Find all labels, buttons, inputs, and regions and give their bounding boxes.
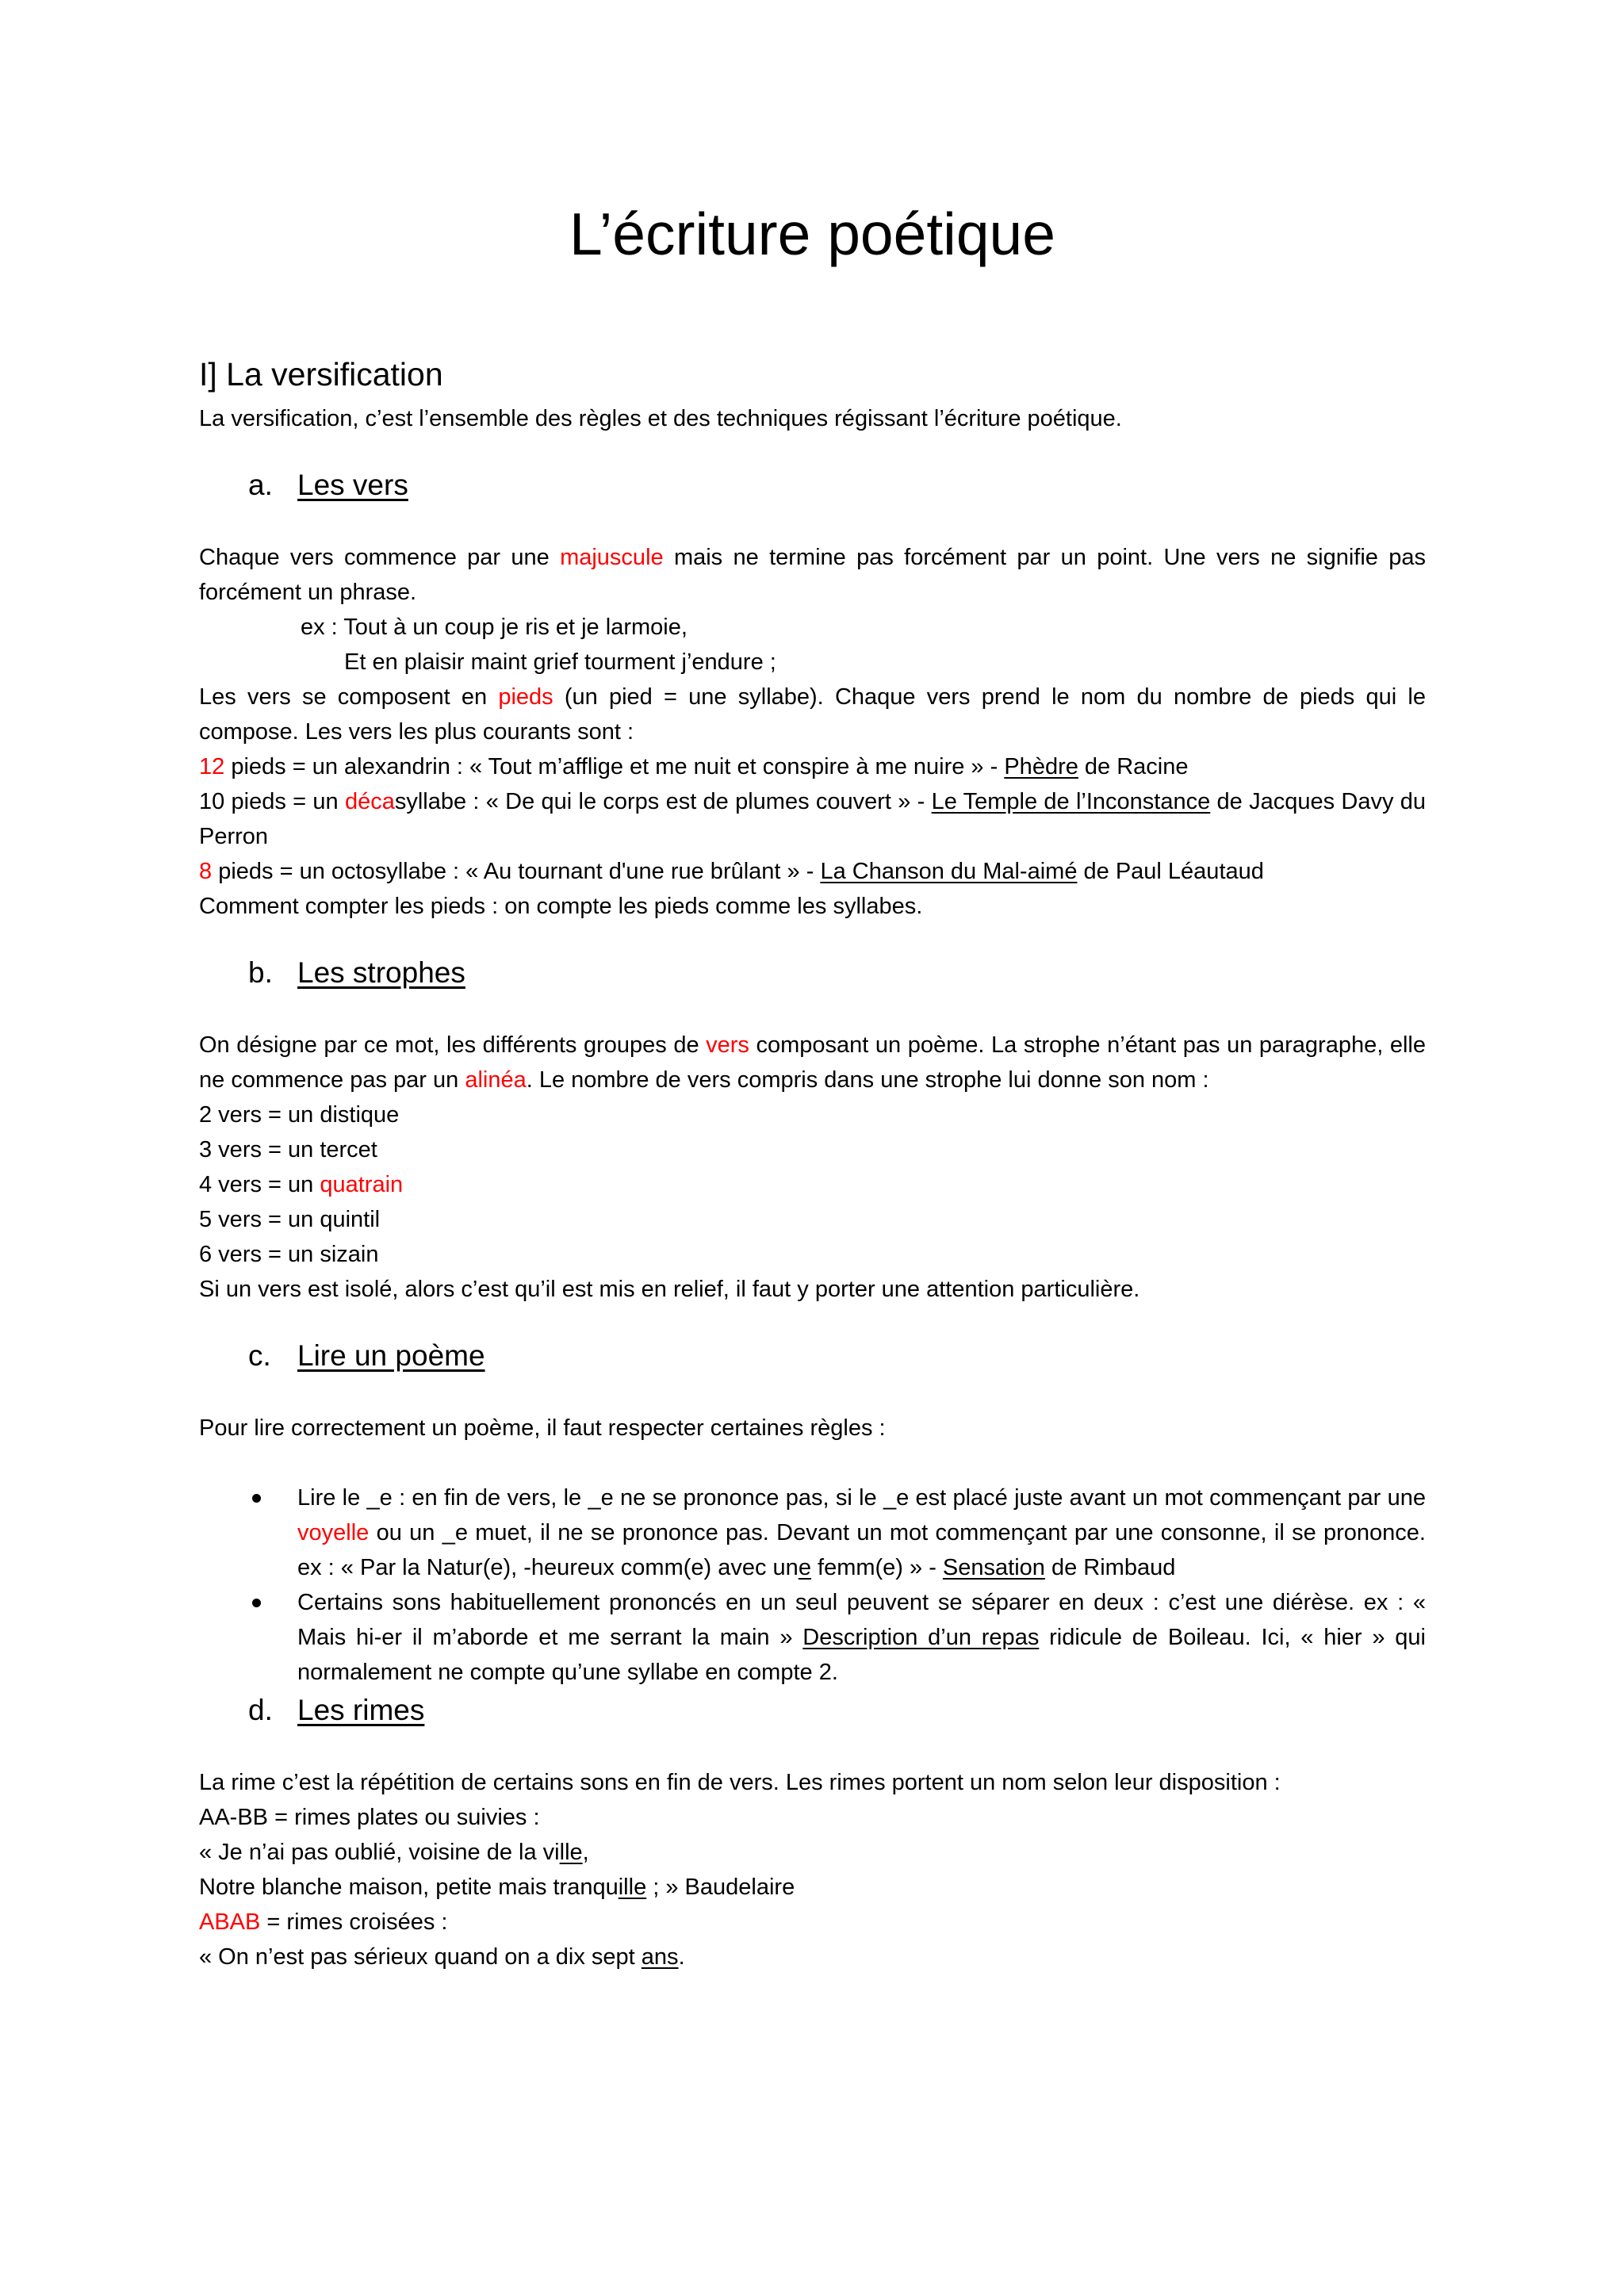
red-text-run: 8 [199, 858, 213, 884]
red-text-run: voyelle [297, 1519, 370, 1545]
red-text-run: ABAB [199, 1909, 261, 1935]
section-heading [199, 354, 1426, 396]
text-run: 4 vers = un [199, 1171, 320, 1197]
text-run: syllabe : « De qui le corps est de plumes couvert » - [394, 788, 932, 814]
text-run: de Jacques Davy du Perron [199, 788, 1427, 849]
paragraph [199, 1237, 1426, 1272]
text-run: Chaque vers commence par une [199, 544, 561, 570]
text-run: ; » Baudelaire [646, 1874, 795, 1900]
text-run: mais ne termine pas forcément par un point. Une vers ne signifie pas forcément un phrase. [199, 544, 1426, 605]
heading-label: Les vers [297, 468, 408, 501]
paragraph [199, 1202, 1426, 1237]
paragraph [199, 540, 1426, 610]
underlined-text-run: Phèdre [1004, 753, 1078, 779]
paragraph [199, 645, 1426, 680]
paragraph [199, 1905, 1426, 1940]
heading-letter: a. [248, 468, 273, 501]
paragraph [199, 1940, 1426, 1974]
list-item [199, 1480, 1426, 1585]
bullet-icon [252, 1494, 261, 1503]
text-run: femm(e) » - [810, 1554, 943, 1580]
document-title [199, 200, 1426, 268]
text-run: Et en plaisir maint grief tourment j’endure ; [344, 649, 776, 675]
text-run: Lire le _e : en fin de vers, le _e ne se prononce pas, si le _e est placé juste avant un mot commençant par une [297, 1484, 1426, 1511]
paragraph [199, 784, 1426, 854]
underlined-text-run: ille [618, 1874, 647, 1900]
heading-letter: c. [248, 1338, 271, 1372]
text-run: Si un vers est isolé, alors c’est qu’il est mis en relief, il faut y porter une attention particulière. [199, 1276, 1140, 1302]
underlined-text-run: ans [641, 1944, 679, 1970]
paragraph [199, 401, 1426, 436]
underlined-text-run: Sensation [942, 1554, 1045, 1580]
text-run: AA-BB = rimes plates ou suivies : [199, 1804, 540, 1830]
list-item [199, 1585, 1426, 1690]
text-run: ex : Tout à un coup je ris et je larmoie, [301, 614, 688, 640]
text-run: Certains sons habituellement prononcés en un seul peuvent se séparer en deux : c’est une diérèse. ex : « Mais hi-er il m’aborde et me serrant la main » [297, 1589, 1426, 1650]
paragraph [199, 1411, 1426, 1446]
text-run: L’écriture poétique [569, 201, 1055, 267]
paragraph [199, 1765, 1426, 1800]
text-run: , [582, 1839, 589, 1865]
paragraph [199, 1028, 1426, 1097]
subsection-heading [199, 1691, 1426, 1729]
subsection-heading [199, 466, 1426, 504]
underlined-text-run: e [798, 1554, 811, 1580]
paragraph [199, 1132, 1426, 1167]
paragraph [199, 610, 1426, 645]
text-run: (un pied = une syllabe). Chaque vers prend le nom du nombre de pieds qui le compose. Les vers les plus courants sont : [199, 684, 1426, 745]
text-run: ridicule de Boileau. Ici, « hier » qui normalement ne compte qu’une syllabe en compte 2. [297, 1624, 1427, 1685]
heading-letter: b. [248, 956, 273, 989]
text-run: 2 vers = un distique [199, 1101, 400, 1128]
paragraph [199, 1870, 1426, 1905]
text-run: 5 vers = un quintil [199, 1206, 381, 1232]
red-text-run: 12 [199, 753, 225, 779]
text-run: « Je n’ai pas oublié, voisine de la vi [199, 1839, 560, 1865]
text-run: composant un poème. La strophe n’étant pas un paragraphe, elle ne commence pas par un [199, 1032, 1426, 1093]
text-run: pieds = un octosyllabe : « Au tournant d'une rue brûlant » - [212, 858, 821, 884]
paragraph [199, 749, 1426, 784]
underlined-text-run: lle [559, 1839, 583, 1865]
subsection-heading [199, 954, 1426, 992]
text-run: de Rimbaud [1044, 1554, 1176, 1580]
blank-line [199, 1446, 1426, 1480]
paragraph [199, 1097, 1426, 1132]
paragraph [199, 1167, 1426, 1202]
text-run: 6 vers = un sizain [199, 1241, 379, 1267]
text-run: I] La versification [199, 356, 443, 393]
paragraph [199, 1835, 1426, 1870]
red-text-run: majuscule [560, 544, 664, 570]
text-run: La versification, c’est l’ensemble des règles et des techniques régissant l’écriture poétique. [199, 405, 1122, 431]
text-run: pieds = un alexandrin : « Tout m’afflige et me nuit et conspire à me nuire » - [224, 753, 1005, 779]
text-run: de Paul Léautaud [1077, 858, 1264, 884]
text-run: On désigne par ce mot, les différents groupes de [199, 1032, 707, 1058]
subsection-heading [199, 1337, 1426, 1375]
red-text-run: pieds [498, 684, 553, 710]
heading-letter: d. [248, 1693, 273, 1726]
text-run: = rimes croisées : [260, 1909, 448, 1935]
underlined-text-run: Le Temple de l’Inconstance [931, 788, 1211, 814]
underlined-text-run: La Chanson du Mal-aimé [820, 858, 1078, 884]
heading-label: Les rimes [297, 1693, 425, 1726]
paragraph [199, 1272, 1426, 1307]
text-run: . Le nombre de vers compris dans une strophe lui donne son nom : [526, 1067, 1209, 1093]
text-run: ou un _e muet, il ne se prononce pas. Devant un mot commençant par une consonne, il se prononce. ex : « Par la Natur(e), -heureux comm(e) avec un [297, 1519, 1426, 1580]
text-run: . [678, 1944, 685, 1970]
text-run: La rime c’est la répétition de certains sons en fin de vers. Les rimes portent un nom selon leur disposition : [199, 1769, 1281, 1795]
text-run: 3 vers = un tercet [199, 1136, 377, 1162]
bullet-icon [252, 1599, 261, 1607]
text-run: 10 pieds = un [199, 788, 345, 814]
text-run: Les vers se composent en [199, 684, 499, 710]
paragraph [199, 854, 1426, 889]
red-text-run: alinéa [465, 1067, 527, 1093]
paragraph [199, 680, 1426, 749]
underlined-text-run: Description d’un repas [802, 1624, 1040, 1650]
text-run: « On n’est pas sérieux quand on a dix sept [199, 1944, 642, 1970]
red-text-run: déca [344, 788, 395, 814]
paragraph [199, 889, 1426, 924]
text-run: de Racine [1078, 753, 1189, 779]
text-run: Pour lire correctement un poème, il faut respecter certaines règles : [199, 1415, 886, 1441]
red-text-run: vers [706, 1032, 749, 1058]
text-run: Comment compter les pieds : on compte les pieds comme les syllabes. [199, 893, 923, 919]
red-text-run: quatrain [320, 1171, 404, 1197]
heading-label: Les strophes [297, 956, 465, 989]
heading-label: Lire un poème [297, 1338, 485, 1372]
text-run: Notre blanche maison, petite mais tranqu [199, 1874, 619, 1900]
document-content [199, 200, 1426, 1974]
paragraph [199, 1800, 1426, 1835]
